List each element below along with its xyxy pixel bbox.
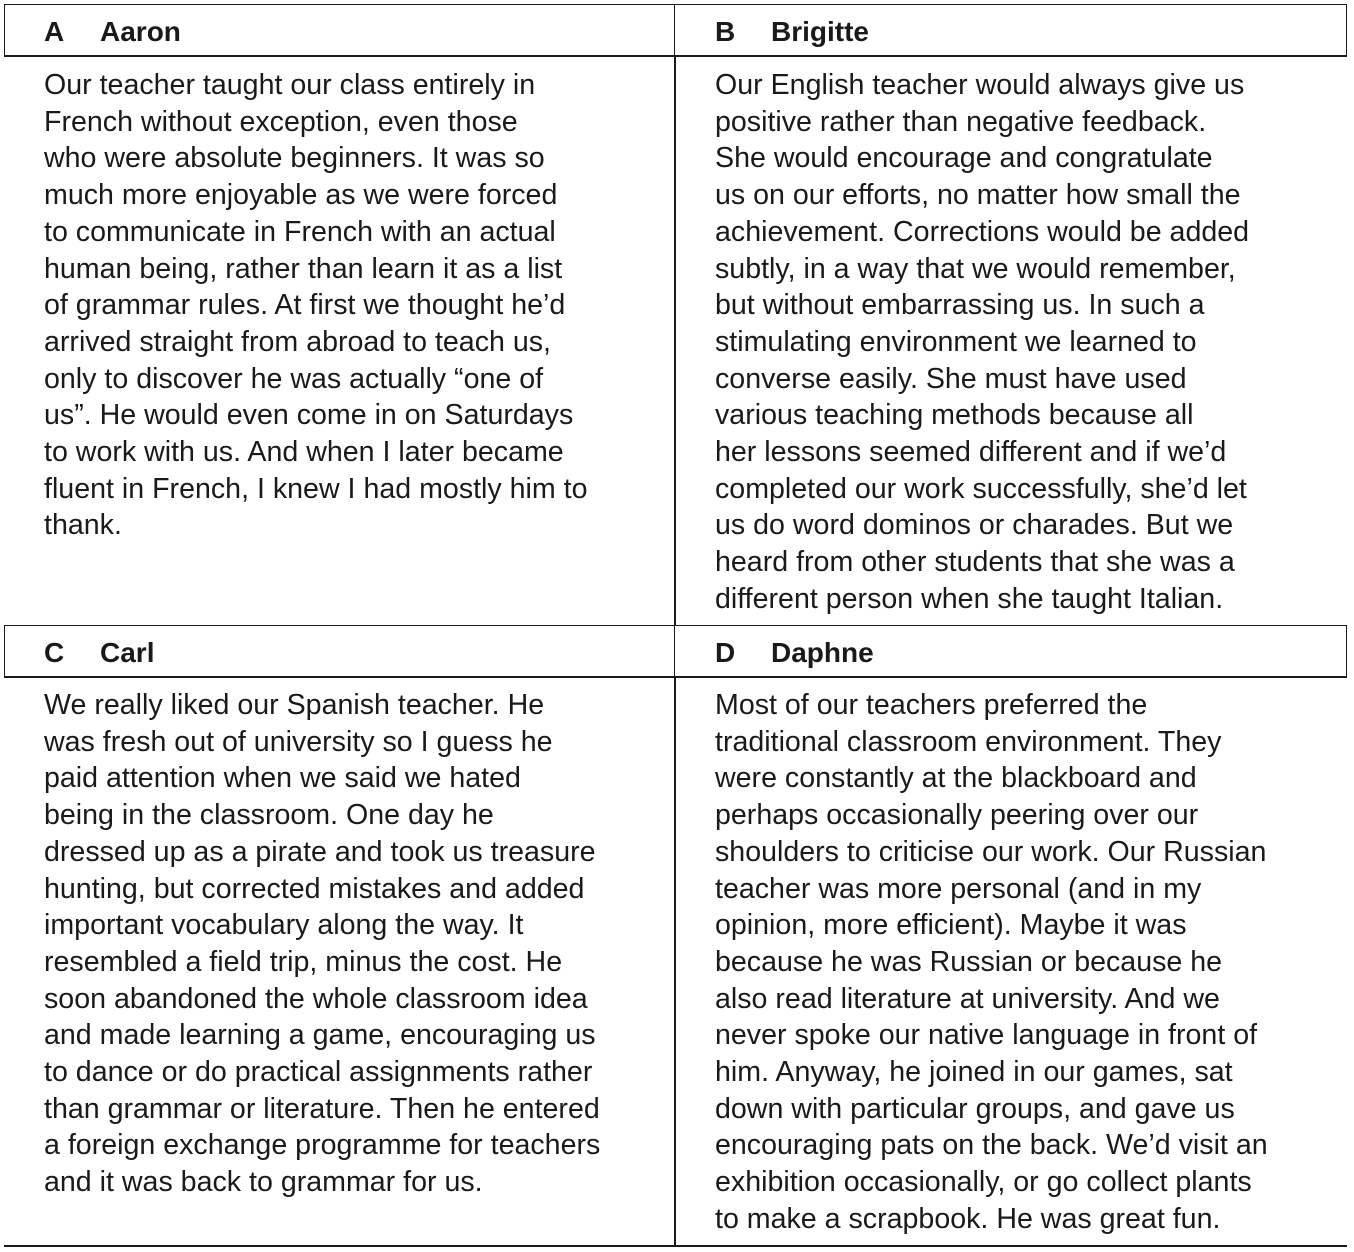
bottom-rule <box>4 1245 1347 1247</box>
section-b-name: Brigitte <box>771 16 869 47</box>
testimonial-grid <box>4 4 1347 1247</box>
section-a-heading <box>44 15 181 49</box>
section-a-letter: A <box>44 16 65 47</box>
section-a-name: Aaron <box>100 16 181 47</box>
section-d-text: Most of our teachers preferred the traditional classroom environment. They were constantly at the blackboard and perhaps occasionally peering over our shoulders to criticise our work. Our Russian teacher was more personal (and in my opinion, more efficient). Maybe it was because he was Russian or because he also read literature at university. And we never spoke our native language in front of him. Anyway, he joined in our games, sat down with particular groups, and gave us encouraging pats on the back. We’d visit an exhibition occasionally, or go collect plants to make a scrapbook. He was great fun. <box>715 689 1268 1235</box>
section-b-letter: B <box>715 16 736 47</box>
section-b-header <box>674 4 1347 57</box>
section-d-letter: D <box>715 637 736 668</box>
section-b-heading <box>715 15 869 49</box>
section-d-name: Daphne <box>771 637 874 668</box>
section-c-heading <box>44 636 154 670</box>
section-d-header <box>674 625 1347 678</box>
section-c-header <box>4 625 676 678</box>
section-a-header <box>4 4 676 57</box>
section-c-letter: C <box>44 637 65 668</box>
section-c-text: We really liked our Spanish teacher. He was fresh out of university so I guess he paid attention when we said we hated being in the classroom. One day he dressed up as a pirate and took us treasure hunting, but corrected mistakes and added important vocabulary along the way. It resembled a field trip, minus the cost. He soon abandoned the whole classroom idea and made learning a game, encouraging us to dance or do practical assignments rather than grammar or literature. Then he entered a foreign exchange programme for teachers and it was back to grammar for us. <box>44 689 601 1199</box>
section-a-text: Our teacher taught our class entirely in French without exception, even those who were absolute beginners. It was so much more enjoyable as we were forced to communicate in French with an actual human being, rather than learn it as a list of grammar rules. At first we thought he’d arrived straight from abroad to teach us, only to discover he was actually “one of us”. He would even come in on Saturdays to work with us. And when I later became fluent in French, I knew I had mostly him to thank. <box>44 69 588 542</box>
section-c-name: Carl <box>100 637 155 668</box>
section-d-heading <box>715 636 874 670</box>
section-b-text: Our English teacher would always give us positive rather than negative feedback. She would encourage and congratulate us on our efforts, no matter how small the achievement. Corrections would be added subtly, in a way that we would remember, but without embarrassing us. In such a stimulating environment we learned to converse easily. She must have used various teaching methods because all her lessons seemed different and if we’d completed our work successfully, she’d let us do word dominos or charades. But we heard from other students that she was a different person when she taught Italian. <box>715 69 1250 615</box>
